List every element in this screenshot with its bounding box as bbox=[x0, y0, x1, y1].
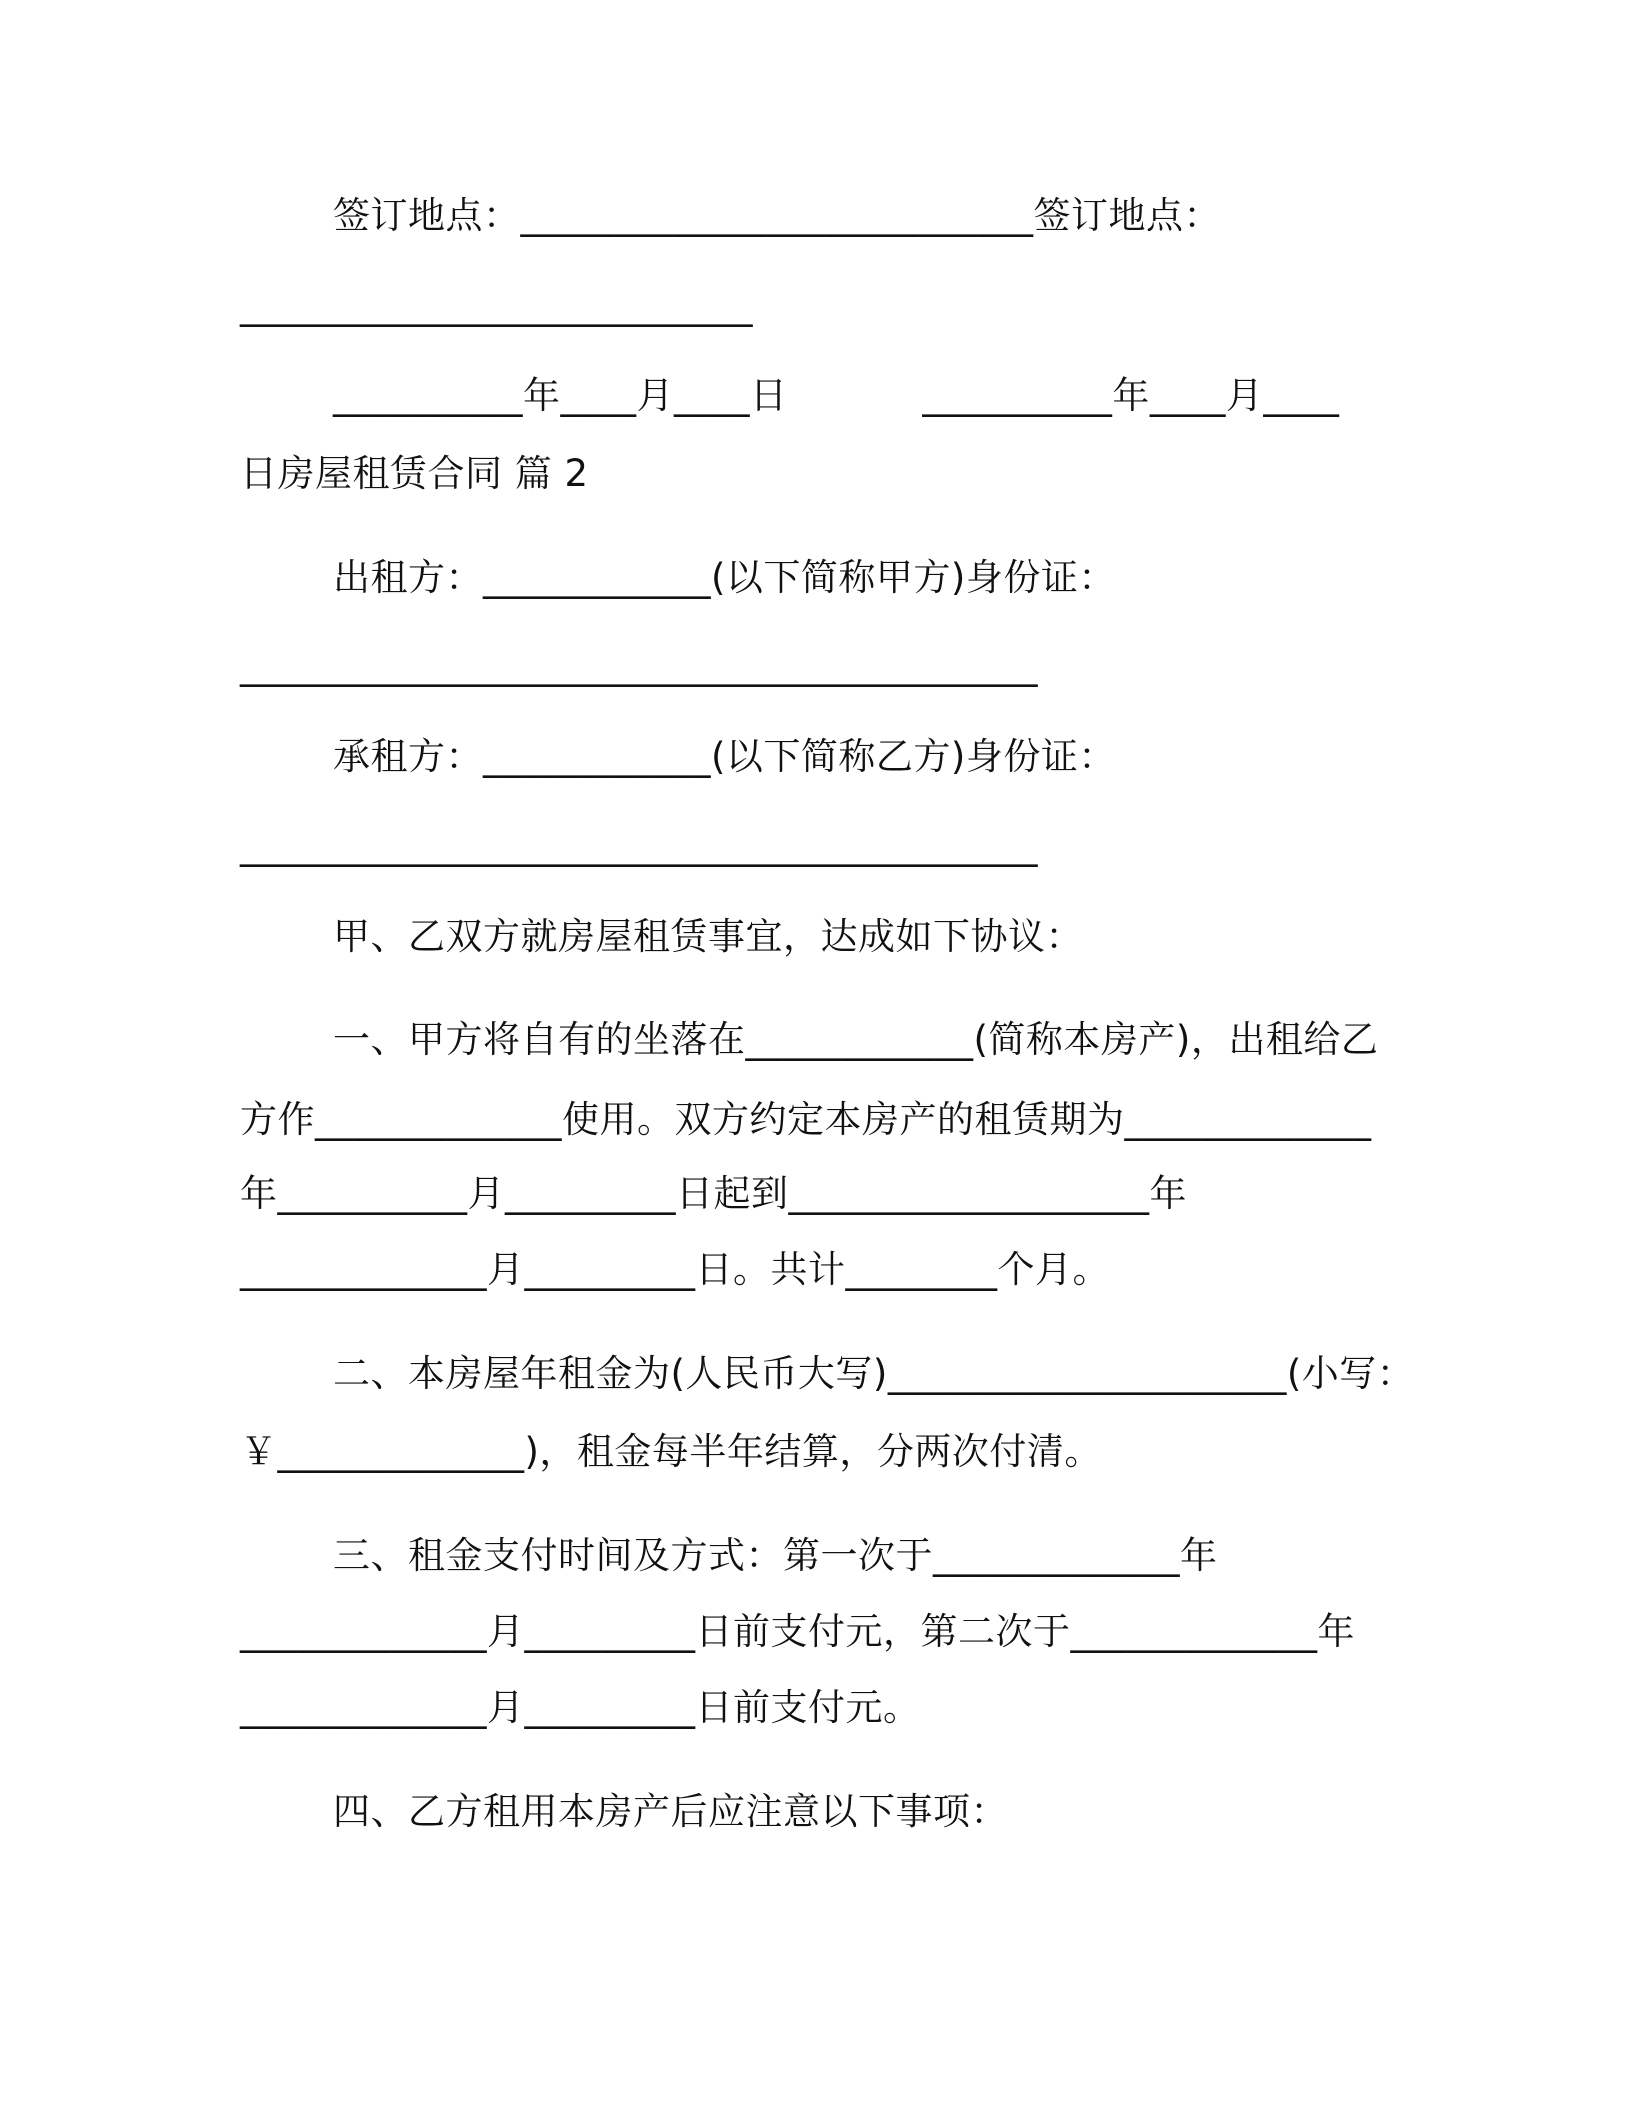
clause-1-line-2: 方作_____________使用。双方约定本房产的租赁期为_____________ bbox=[240, 1098, 1372, 1141]
agreement-intro: 甲、乙双方就房屋租赁事宜，达成如下协议： bbox=[333, 915, 1083, 958]
lessee-id-blank: __________________________________________ bbox=[240, 824, 1038, 867]
clause-3-line-2: _____________月_________日前支付元，第二次于_____________年 bbox=[240, 1610, 1355, 1653]
clause-1-line-4: _____________月_________日。共计________个月。 bbox=[240, 1248, 1110, 1291]
signing-date-line: __________年____月____日 __________年____月____ bbox=[333, 374, 1340, 417]
clause-3-line-1: 三、租金支付时间及方式：第一次于_____________年 bbox=[333, 1534, 1218, 1577]
lessee-line: 承租方：____________(以下简称乙方)身份证： bbox=[333, 735, 1116, 778]
clause-1-line-1: 一、甲方将自有的坐落在____________(简称本房产)，出租给乙 bbox=[333, 1018, 1379, 1061]
signing-place-blank: ___________________________ bbox=[240, 284, 753, 327]
lessor-line: 出租方：____________(以下简称甲方)身份证： bbox=[333, 556, 1116, 599]
clause-2-line-2: ￥_____________)，租金每半年结算，分两次付清。 bbox=[240, 1430, 1102, 1473]
signing-place-line: 签订地点：___________________________签订地点： bbox=[333, 194, 1221, 237]
clause-1-line-3: 年__________月_________日起到___________________年 bbox=[240, 1172, 1187, 1215]
clause-4-heading: 四、乙方租用本房产后应注意以下事项： bbox=[333, 1790, 1008, 1833]
clause-2-line-1: 二、本房屋年租金为(人民币大写)_____________________(小写： bbox=[333, 1352, 1415, 1395]
section-title: 日房屋租赁合同 篇 2 bbox=[240, 452, 589, 495]
lessor-id-blank: __________________________________________ bbox=[240, 644, 1038, 687]
clause-3-line-3: _____________月_________日前支付元。 bbox=[240, 1686, 921, 1729]
